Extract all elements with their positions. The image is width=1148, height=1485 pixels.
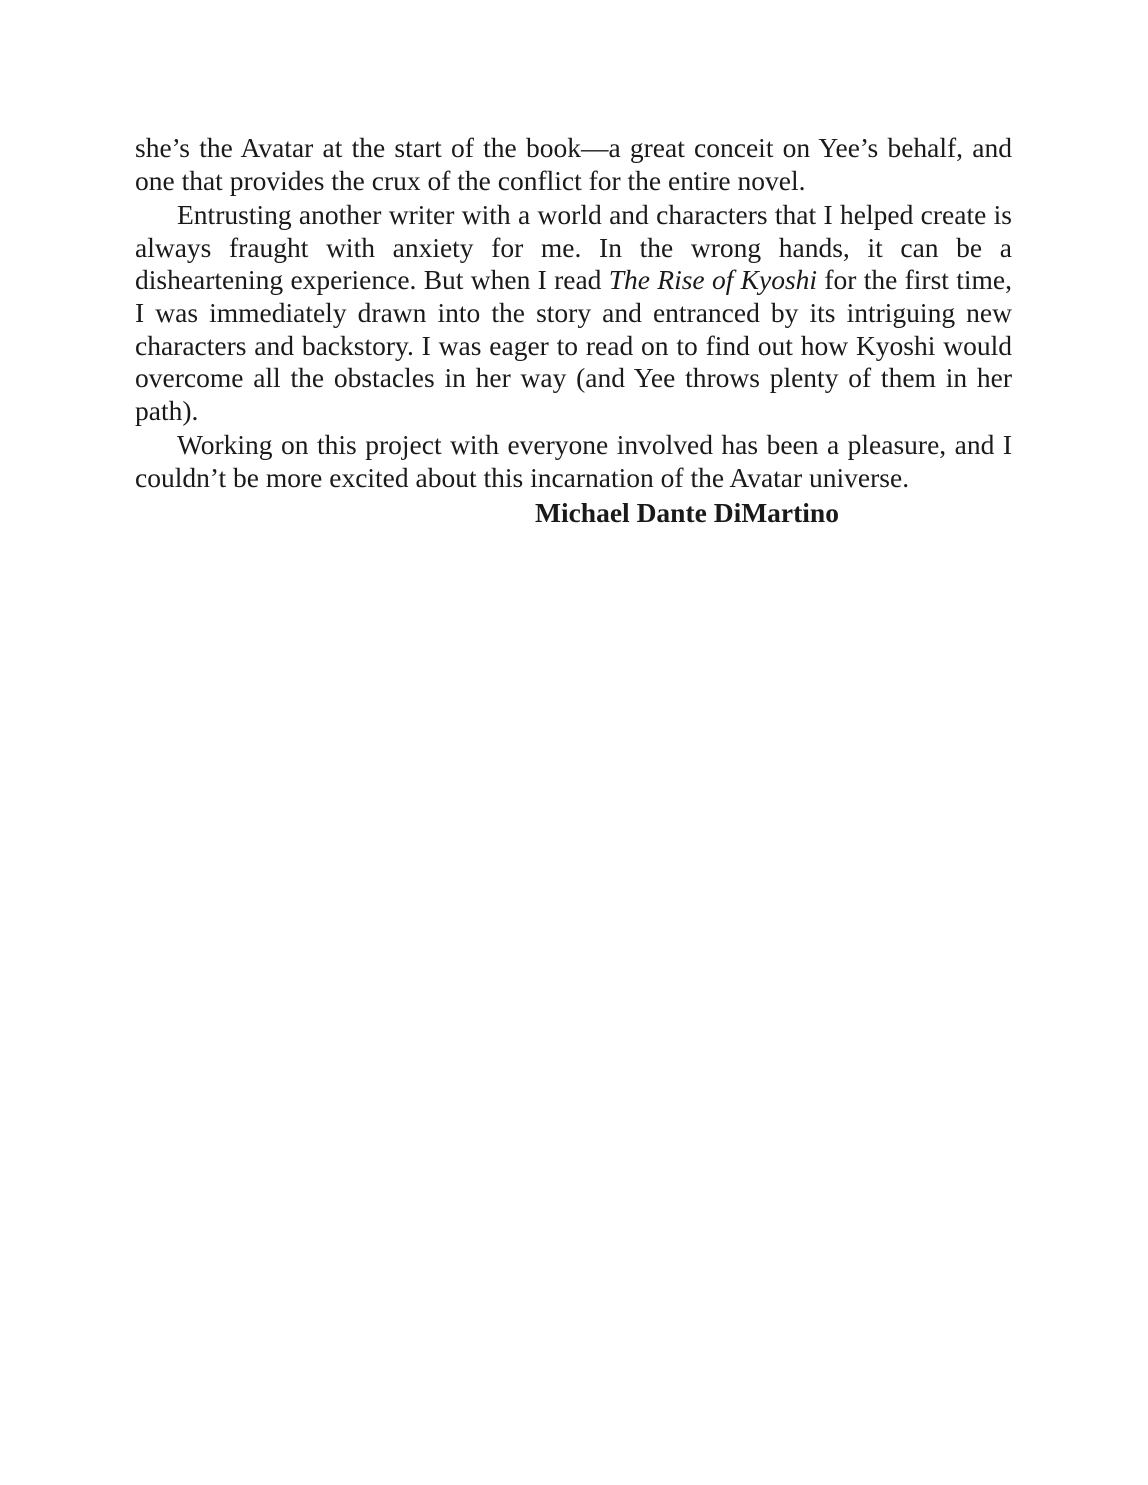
paragraph-text-before: Entrusting another writer with a world and characters that I helped create is always fraught with anxiety for me. In the wrong hands, it can be a disheartening experience. But when I read <box>135 199 1012 296</box>
book-title: The Rise of Kyoshi <box>608 264 818 296</box>
paragraph-entrusting <box>135 199 1012 427</box>
paragraph-text: she’s the Avatar at the start of the book—a great conceit on Yee’s behalf, and one that provides the crux of the conflict for the entire novel. <box>135 132 1012 196</box>
paragraph-continuation <box>135 132 1012 197</box>
paragraph-text-after: for the first time, I was immediately drawn into the story and entranced by its intriguing new characters and backstory. I was eager to read on to find out how Kyoshi would overcome all the obstacles in her way (and Yee throws plenty of them in her path). <box>135 264 1012 426</box>
author-signature: Michael Dante DiMartino <box>535 496 839 528</box>
paragraph-working <box>135 429 1012 494</box>
document-page <box>135 132 1012 529</box>
paragraph-text: Working on this project with everyone involved has been a pleasure, and I couldn’t be more excited about this incarnation of the Avatar universe. <box>135 429 1012 493</box>
